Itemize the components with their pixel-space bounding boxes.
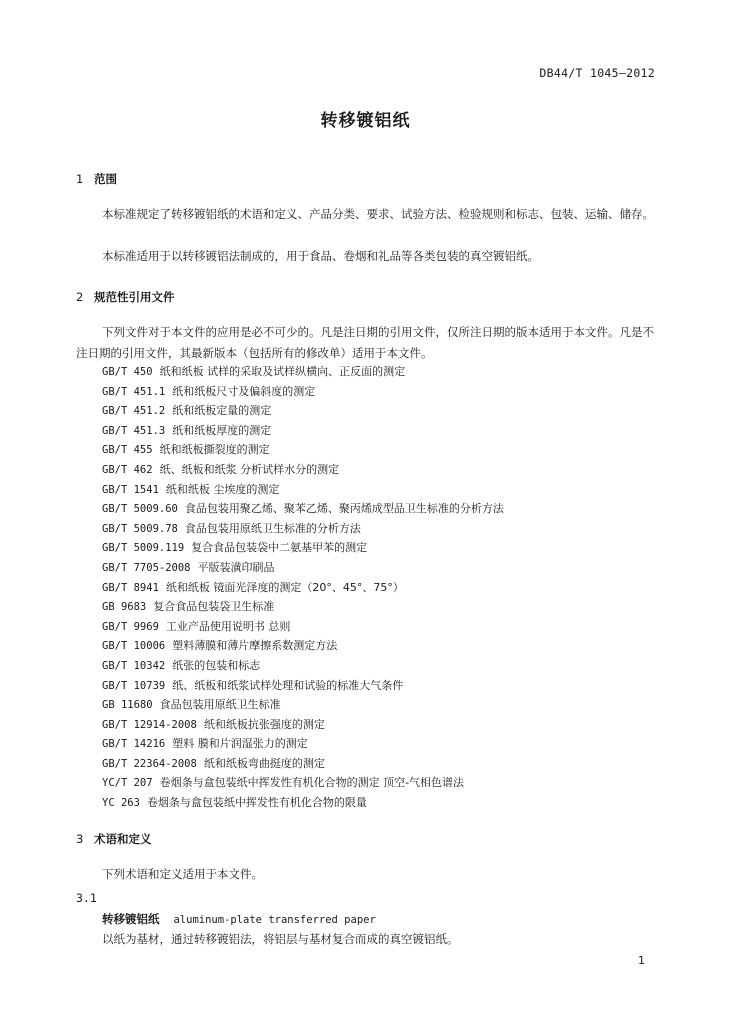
reference-title: 食品包装用原纸卫生标准 [159, 698, 281, 712]
reference-item [102, 421, 504, 441]
reference-code: GB/T 10006 [102, 640, 166, 653]
reference-code: GB 11680 [102, 699, 153, 712]
reference-title: 塑料 膜和片润湿张力的测定 [172, 737, 308, 751]
reference-title: 纸和纸板 试样的采取及试样纵横向、正反面的测定 [159, 365, 406, 378]
reference-code: GB/T 1541 [102, 483, 159, 496]
term-definition: 以纸为基材，通过转移镀铝法，将铝层与基材复合而成的真空镀铝纸。 [102, 932, 459, 946]
reference-item [102, 382, 504, 402]
section-title: 范围 [94, 172, 118, 186]
reference-title: 卷烟条与盒包装纸中挥发性有机化合物的测定 顶空-气相色谱法 [159, 776, 465, 790]
reference-item [102, 695, 504, 715]
reference-title: 纸和纸板尺寸及偏斜度的测定 [172, 384, 316, 398]
terms-intro: 下列术语和定义适用于本文件。 [102, 867, 263, 881]
reference-code: GB/T 5009.60 [102, 503, 178, 516]
reference-title: 塑料薄膜和薄片摩擦系数测定方法 [172, 639, 338, 653]
reference-item [102, 558, 504, 578]
section-title: 规范性引用文件 [94, 290, 175, 304]
reference-code: GB/T 7705-2008 [102, 561, 191, 574]
reference-title: 食品包装用聚乙烯、聚苯乙烯、聚丙烯成型品卫生标准的分析方法 [184, 502, 504, 516]
section-3-heading [76, 831, 152, 847]
reference-item [102, 480, 504, 500]
reference-title: 复合食品包装袋中二氨基甲苯的测定 [191, 541, 368, 555]
reference-title: 平版装潢印刷品 [197, 560, 275, 574]
reference-code: GB/T 12914-2008 [102, 718, 197, 731]
normative-intro: 下列文件对于本文件的应用是必不可少的。凡是注日期的引用文件，仅所注日期的版本适用于本文件。凡是不注日期的引用文件，其最新版本（包括所有的修改单）适用于本文件。 [76, 325, 654, 360]
reference-title: 纸和纸板厚度的测定 [172, 423, 272, 437]
reference-title: 纸、纸板和纸浆 分析试样水分的测定 [159, 462, 340, 476]
reference-title: 纸和纸板抗张强度的测定 [203, 717, 325, 731]
reference-code: GB/T 8941 [102, 581, 159, 594]
reference-title: 工业产品使用说明书 总则 [165, 619, 291, 633]
reference-code: GB/T 455 [102, 444, 153, 457]
reference-code: GB/T 10342 [102, 659, 166, 672]
reference-item [102, 499, 504, 519]
reference-list [102, 362, 504, 813]
reference-code: GB/T 451.3 [102, 424, 166, 437]
reference-item [102, 401, 504, 421]
scope-paragraph-1: 本标准规定了转移镀铝纸的术语和定义、产品分类、要求、试验方法、检验规则和标志、包装、运输、储存。 [102, 207, 654, 221]
section-1-heading [76, 171, 117, 187]
page-number: 1 [638, 954, 645, 967]
reference-title: 纸和纸板定量的测定 [172, 404, 272, 418]
reference-title: 纸、纸板和纸浆试样处理和试验的标准大气条件 [172, 678, 404, 692]
reference-item [102, 773, 504, 793]
reference-title: 纸和纸板撕裂度的测定 [159, 443, 270, 457]
term-chinese: 转移镀铝纸 [102, 912, 160, 926]
reference-code: YC/T 207 [102, 777, 153, 790]
term-entry [102, 911, 376, 927]
reference-code: GB/T 5009.78 [102, 522, 178, 535]
reference-title: 纸张的包装和标志 [172, 658, 261, 672]
reference-item [102, 715, 504, 735]
reference-item [102, 636, 504, 656]
reference-title: 复合食品包装袋卫生标准 [153, 600, 275, 614]
reference-code: GB/T 451.1 [102, 385, 166, 398]
section-number: 3 [76, 832, 84, 846]
reference-item [102, 362, 504, 382]
reference-code: GB 9683 [102, 601, 147, 614]
section-2-heading [76, 289, 175, 305]
reference-title: 卷烟条与盒包装纸中挥发性有机化合物的限量 [146, 796, 367, 810]
reference-code: GB/T 450 [102, 366, 153, 378]
reference-item [102, 676, 504, 696]
reference-item [102, 519, 504, 539]
reference-code: GB/T 451.2 [102, 405, 166, 418]
reference-code: GB/T 462 [102, 463, 153, 476]
reference-item [102, 597, 504, 617]
reference-item [102, 754, 504, 774]
document-title: 转移镀铝纸 [320, 111, 411, 131]
term-number: 3.1 [76, 891, 97, 905]
section-number: 2 [76, 290, 84, 304]
reference-code: GB/T 10739 [102, 679, 166, 692]
reference-code: GB/T 9969 [102, 620, 159, 633]
reference-item [102, 734, 504, 754]
reference-title: 纸和纸板 镜面光泽度的测定（20°、45°、75°） [165, 580, 404, 594]
reference-item [102, 578, 504, 598]
scope-paragraph-2: 本标准适用于以转移镀铝法制成的，用于食品、卷烟和礼品等各类包装的真空镀铝纸。 [102, 249, 539, 263]
reference-item [102, 656, 504, 676]
reference-title: 纸和纸板弯曲挺度的测定 [203, 756, 325, 770]
section-title: 术语和定义 [94, 832, 152, 846]
reference-item [102, 793, 504, 813]
reference-code: GB/T 14216 [102, 738, 166, 751]
reference-item [102, 617, 504, 637]
reference-item [102, 440, 504, 460]
reference-code: YC 263 [102, 797, 140, 810]
reference-title: 纸和纸板 尘埃度的测定 [165, 482, 280, 496]
term-english: aluminum-plate transferred paper [173, 914, 376, 926]
reference-item [102, 538, 504, 558]
reference-code: GB/T 5009.119 [102, 542, 185, 555]
standard-number: DB44/T 1045—2012 [539, 66, 655, 80]
section-number: 1 [76, 172, 84, 186]
reference-code: GB/T 22364-2008 [102, 757, 197, 770]
reference-item [102, 460, 504, 480]
reference-title: 食品包装用原纸卫生标准的分析方法 [184, 521, 361, 535]
